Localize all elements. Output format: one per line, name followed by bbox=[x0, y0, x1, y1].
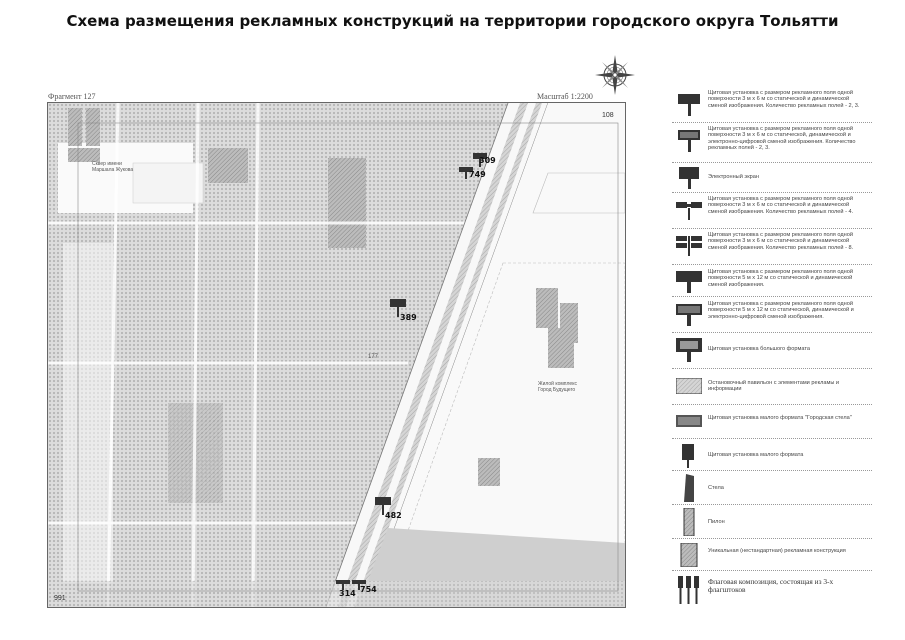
legend-text: Щитовая установка с размером рекламного поля одной поверхности 5 м х 12 м со статической и динамической сменой изображения. bbox=[708, 269, 853, 288]
legend-item bbox=[672, 440, 872, 471]
billboard-4-fields-icon bbox=[676, 202, 702, 220]
billboard-5x12-static-icon bbox=[676, 271, 702, 293]
marker-label: 389 bbox=[400, 313, 417, 322]
small-format-icon bbox=[676, 444, 702, 468]
legend-text: Щитовая установка большого формата bbox=[708, 346, 810, 352]
legend-item bbox=[672, 194, 872, 229]
legend-text: Щитовая установка с размером рекламного поля одной поверхности 3 м х 6 м со статической и динамической сменой изображения. Количество рекламных полей - 2, 3. bbox=[708, 90, 860, 109]
legend-item bbox=[672, 472, 872, 505]
street-number: 177 bbox=[368, 354, 379, 360]
legend-text: Щитовая установка с размером рекламного поля одной поверхности 3 м х 6 м со статической и динамической сменой изображения. Количество рекламных полей - 8. bbox=[708, 232, 854, 251]
legend-text: Щитовая установка с размером рекламного поля одной поверхности 5 м х 12 м со статической, динамической и электронно-цифровой сменой изображения. bbox=[708, 301, 854, 320]
fragment-label: Фрагмент 127 bbox=[48, 92, 96, 101]
billboard-3x6-static-icon bbox=[676, 94, 702, 116]
marker-label: 309 bbox=[479, 156, 496, 165]
legend bbox=[672, 88, 872, 608]
scale-label: Масштаб 1:2200 bbox=[537, 92, 593, 101]
page-title: Схема размещения рекламных конструкций на территории городского округа Тольятти bbox=[66, 12, 839, 30]
legend-text: Остановочный павильон с элементами рекламы и информации bbox=[708, 380, 840, 393]
legend-item bbox=[672, 334, 872, 369]
billboard-8-fields-icon bbox=[676, 236, 702, 256]
legend-item bbox=[672, 298, 872, 333]
map-canvas bbox=[48, 103, 625, 607]
corner-number-top-right: 108 bbox=[602, 112, 614, 119]
electronic-screen-icon bbox=[676, 167, 702, 189]
unique-construction-icon bbox=[676, 543, 702, 567]
legend-item bbox=[672, 540, 872, 571]
marker-label: 482 bbox=[385, 511, 402, 520]
legend-item bbox=[672, 406, 872, 439]
flag-composition-icon bbox=[676, 576, 702, 604]
legend-item bbox=[672, 572, 872, 606]
area-label-right: Жилой комплекс Город Будущего bbox=[538, 381, 577, 393]
corner-number-bottom-left: 991 bbox=[54, 595, 66, 602]
legend-item bbox=[672, 266, 872, 297]
legend-item bbox=[672, 124, 872, 163]
marker-label: 749 bbox=[469, 170, 486, 179]
kiosk-pavilion-icon bbox=[676, 378, 702, 394]
legend-text: Щитовая установка малого формата bbox=[708, 452, 804, 458]
legend-item bbox=[672, 506, 872, 539]
billboard-5x12-digital-icon bbox=[676, 304, 702, 326]
legend-text: Флаговая композиция, состоящая из 3-х флагштоков bbox=[708, 577, 834, 595]
legend-text: Щитовая установка с размером рекламного поля одной поверхности 3 м х 6 м со статической, динамической и электронно-цифровой сменой изображения. Количество рекламных полей - 2, 3. bbox=[708, 126, 856, 152]
city-format-icon bbox=[676, 415, 702, 427]
legend-text: Щитовая установка малого формата "Городская стела" bbox=[708, 415, 852, 421]
legend-text: Уникальная (нестандартная) рекламная конструкция bbox=[708, 548, 846, 554]
legend-item bbox=[672, 88, 872, 123]
legend-text: Щитовая установка с размером рекламного поля одной поверхности 3 м х 6 м со статической и динамической сменой изображения. Количество рекламных полей - 4. bbox=[708, 196, 854, 215]
area-label-left: Сквер имени Маршала Жукова bbox=[92, 161, 134, 173]
pylon-icon bbox=[676, 508, 702, 536]
compass-rose-icon bbox=[594, 54, 636, 96]
legend-text: Электронный экран bbox=[708, 174, 759, 180]
stela-icon bbox=[676, 474, 702, 502]
legend-text: Стела bbox=[708, 485, 724, 491]
legend-item bbox=[672, 230, 872, 265]
legend-text: Пилон bbox=[708, 519, 725, 525]
legend-item bbox=[672, 370, 872, 405]
map-area[interactable] bbox=[47, 102, 626, 608]
large-format-billboard-icon bbox=[676, 338, 702, 362]
marker-label: 754 bbox=[360, 585, 377, 594]
legend-item bbox=[672, 164, 872, 193]
billboard-3x6-digital-icon bbox=[676, 130, 702, 152]
marker-label: 314 bbox=[339, 589, 356, 598]
